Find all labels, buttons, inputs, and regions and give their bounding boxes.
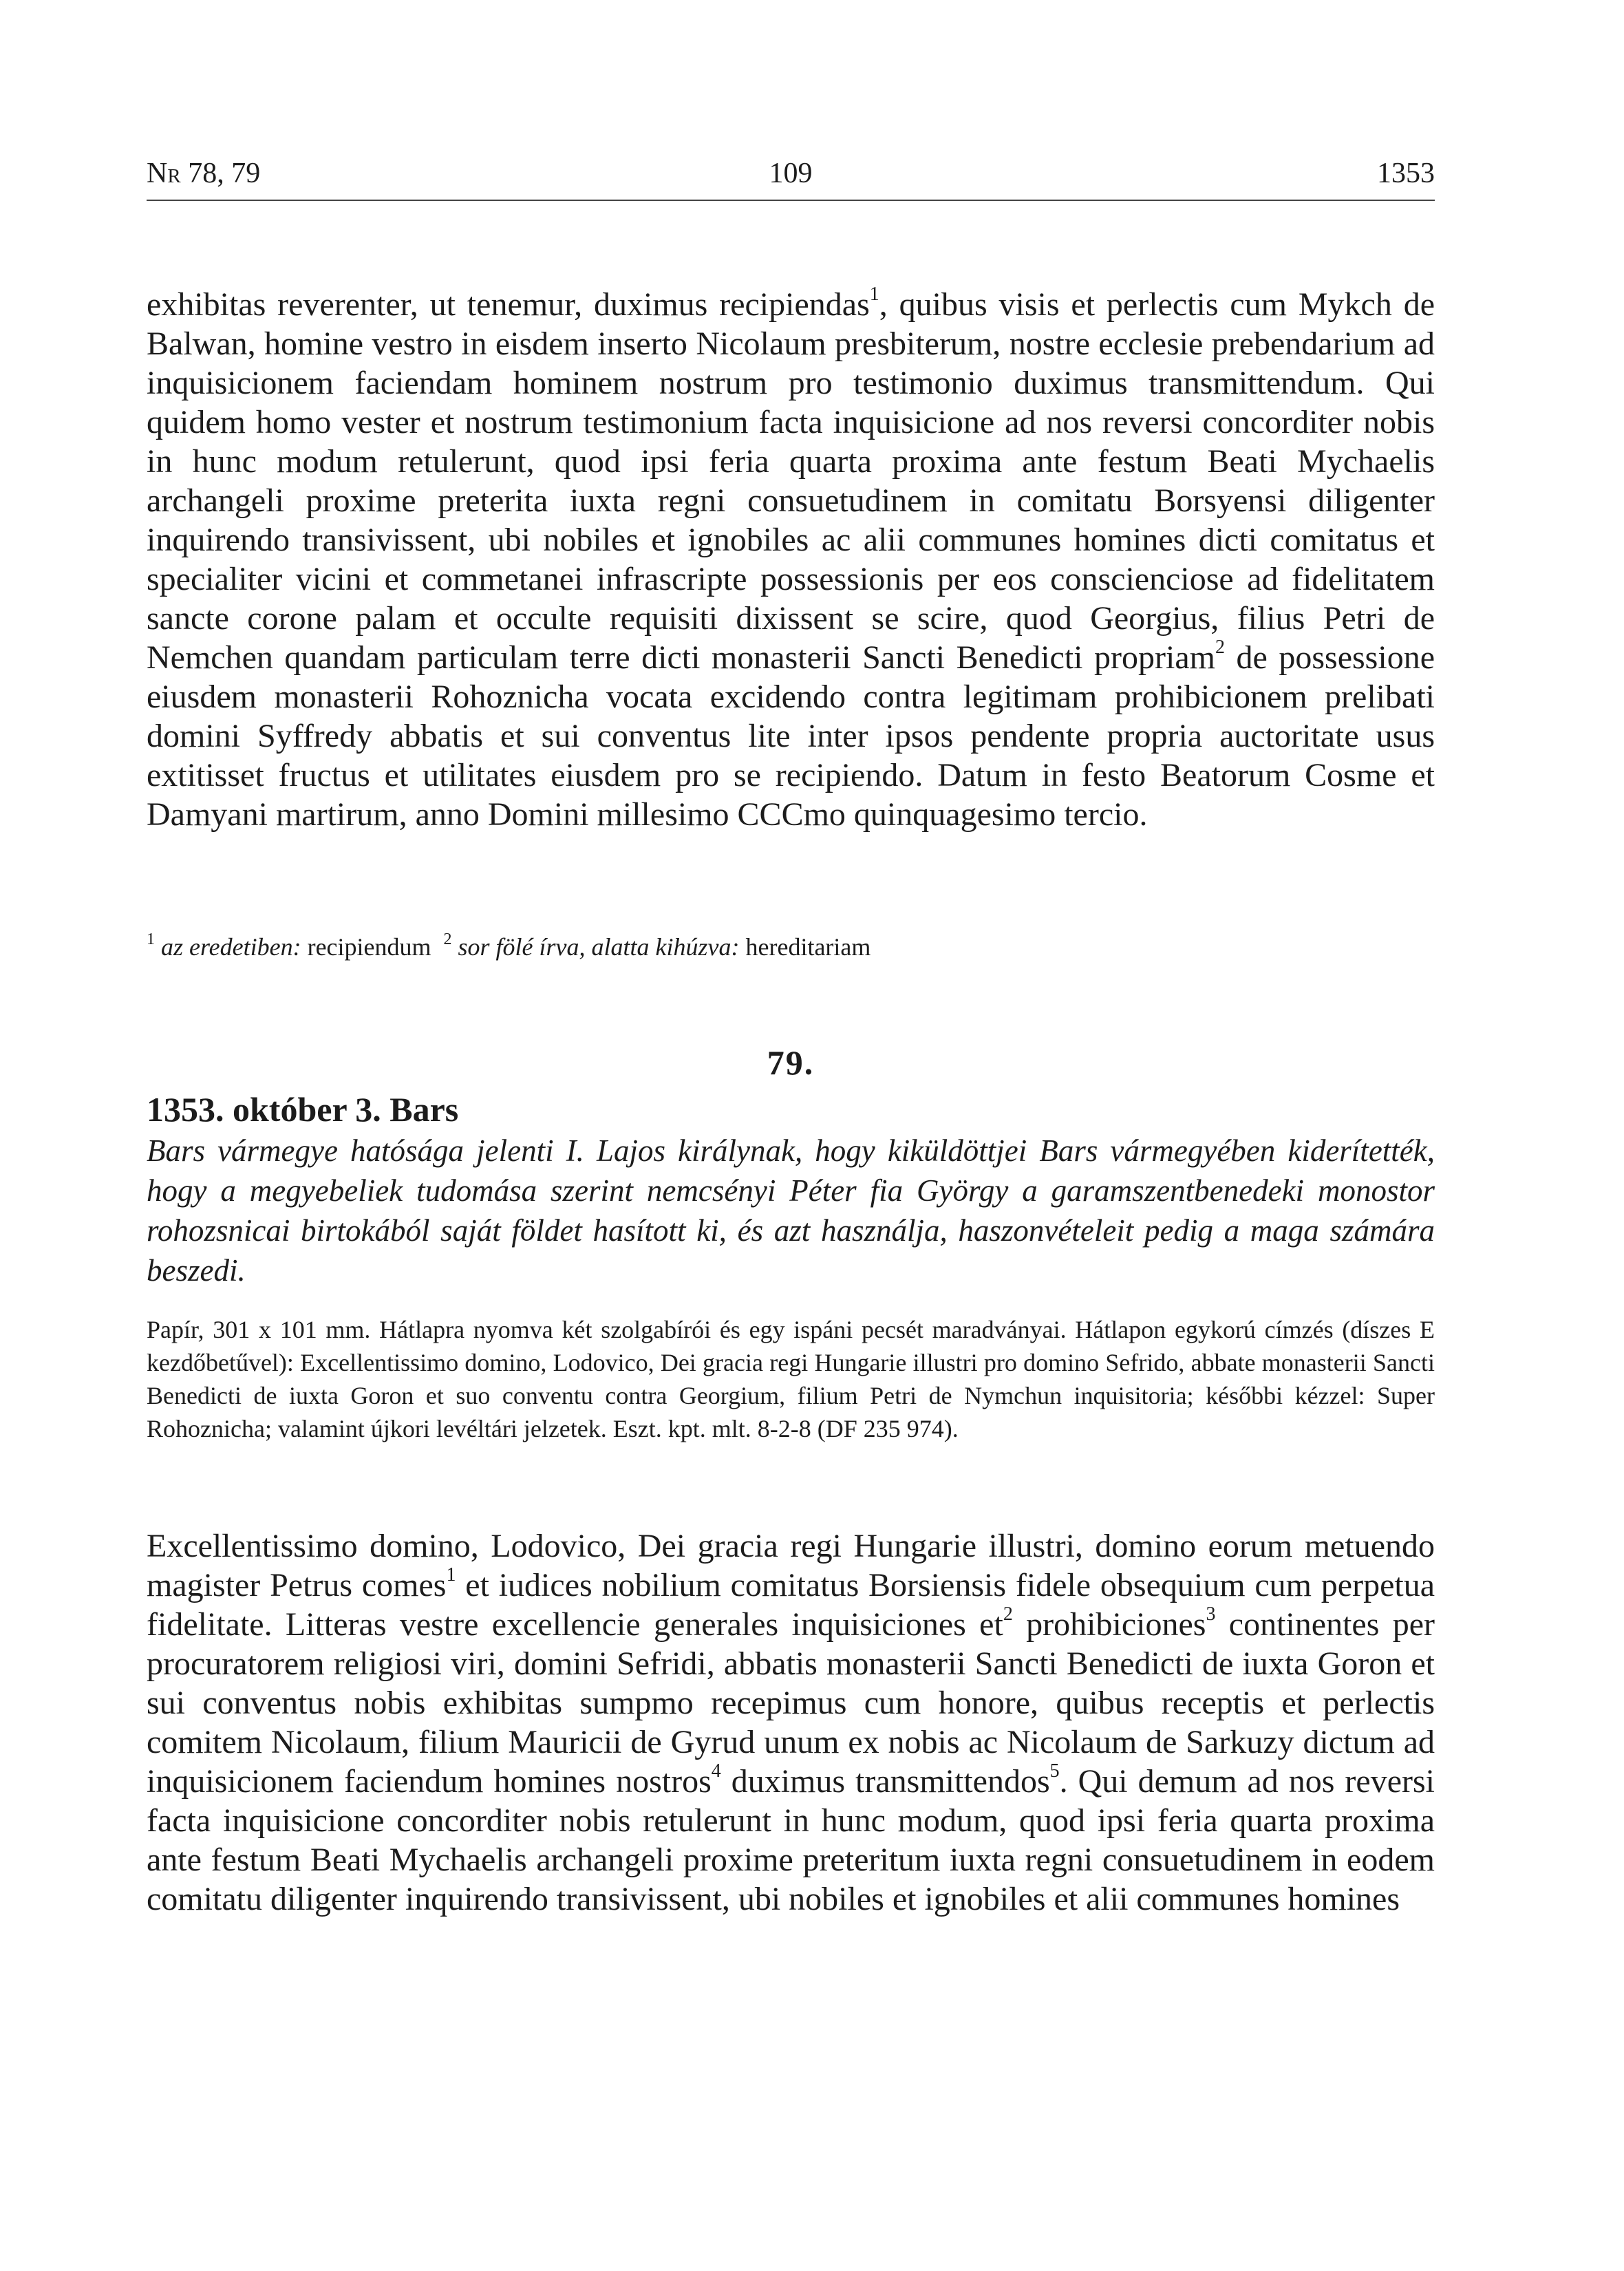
critical-apparatus: Papír, 301 x 101 mm. Hátlapra nyomva két szolgabírói és egy ispáni pecsét maradványai. Hátlapon egykorú címzés (díszes E kezdőbetűvel): Excellentissimo domino, Lodovico, Dei gracia regi Hungarie illustri pro domino Sefrido, abbate monasterii Sancti Benedicti de iuxta Goron et suo conventu contra Georgium, filium Petri de Nymchun inquisitoria; későbbi kézzel: Super Rohoznicha; valamint újkori levéltári jelzetek. Eszt. kpt. mlt. 8-2-8 (DF 235 974). [147, 1316, 1435, 1442]
header-rule [147, 200, 1435, 201]
text-segment: . Qui demum ad nos reversi facta inquisicione concorditer nobis retulerunt in hunc modum, quod ipsi feria quarta proxima ante festum Beati Mychaelis archangeli proxime preteritum iuxta regni consuetudinem in eodem comitatu diligenter inquirendo transivissent, ubi nobiles et ignobiles et alii communes homines [147, 1763, 1435, 1917]
text-segment: de possessione eiusdem monasterii Rohoznicha vocata excidendo contra legitimam prohibicionem prelibati domini Syffredy abbatis et sui conventus lite inter ipsos pendente propria auctoritate usus extitisset fructus et utilitates eiusdem pro se recipiendo. Datum in festo Beatorum Cosme et Damyani martirum, anno Domini millesimo CCCmo quinquagesimo tercio. [147, 639, 1435, 833]
nr-values: 78, 79 [188, 158, 261, 189]
footnote-mark: 1 [869, 284, 879, 305]
text-segment: duximus transmittendos [720, 1763, 1050, 1800]
running-head [147, 157, 1435, 198]
footnote-mark: 4 [711, 1760, 721, 1782]
text-segment: et iudices nobilium comitatus Borsiensis fidele obsequium cum perpetua fidelitate. Litteras vestre excellencie generales inquisiciones et [147, 1567, 1435, 1643]
footnote-mark: 3 [1206, 1603, 1216, 1625]
document-date-place: 1353. október 3. Bars [147, 1090, 459, 1129]
regest: Bars vármegye hatósága jelenti I. Lajos királynak, hogy kiküldöttjei Bars vármegyében kiderítették, hogy a megyebeliek tudomása szerint nemcsényi Péter fia György a garamszentbenedeki monostor rohozsnicai birtokából saját földet hasított ki, és azt használja, haszonvételeit pedig a maga számára beszedi. [147, 1133, 1435, 1288]
footnote-number: 1 [147, 930, 155, 948]
footnote-text: hereditariam [745, 933, 871, 961]
footnotes [147, 930, 1435, 963]
text-segment: exhibitas reverenter, ut tenemur, duximus recipiendas [147, 286, 870, 323]
footnote-mark: 5 [1049, 1760, 1060, 1782]
footnote-text: recipiendum [307, 933, 431, 961]
text-segment: continentes per procuratorem religiosi viri, domini Sefridi, abbatis monasterii Sancti Benedicti de iuxta Goron et sui conventus nobis exhibitas sumpmo recepimus cum honore, quibus receptis et perlectis comitem Nicolaum, filium Mauricii de Gyrud unum ex nobis ac Nicolaum de Sarkuzy dictum ad inquisicionem faciendum homines nostros [147, 1606, 1435, 1800]
text-segment: , quibus visis et perlectis cum Mykch de Balwan, homine vestro in eisdem inserto Nicolaum presbiterum, nostre ecclesie prebendarium ad inquisicionem faciendam hominem nostrum pro testimonio duximus transmittendum. Qui quidem homo vester et nostrum testimonium facta inquisicione ad nos reversi concorditer nobis in hunc modum retulerunt, quod ipsi feria quarta proxima ante festum Beati Mychaelis archangeli proxime preterita iuxta regni consuetudinem in comitatu Borsyensi diligenter inquirendo transivissent, ubi nobiles et ignobiles ac alii communes homines dicti comitatus et specialiter vicini et commetanei infrascripte possessionis per eos conscienciose ad fidelitatem sancte corone palam et occulte requisiti dixissent se scire, quod Georgius, filius Petri de Nemchen quandam particulam terre dicti monasterii Sancti Benedicti propriam [147, 286, 1435, 676]
footnote-mark: 1 [446, 1564, 456, 1586]
footnote-number: 2 [443, 930, 452, 948]
text-segment: prohibiciones [1012, 1606, 1206, 1643]
doc79-text [147, 1526, 1435, 1919]
page-number: 109 [769, 158, 813, 189]
doc78-text [147, 285, 1435, 834]
document-number: 79. [767, 1043, 815, 1082]
header-year: 1353 [1377, 158, 1435, 189]
footnote-mark: 2 [1003, 1603, 1013, 1625]
nr-label: Nr [147, 158, 181, 189]
text-segment: Excellentissimo domino, Lodovico, Dei gracia regi Hungarie illustri, domino eorum metuendo magister Petrus comes [147, 1528, 1435, 1603]
footnote-note: az eredetiben: [161, 933, 301, 961]
footnote-note: sor fölé írva, alatta kihúzva: [458, 933, 740, 961]
footnote-mark: 2 [1215, 637, 1225, 658]
